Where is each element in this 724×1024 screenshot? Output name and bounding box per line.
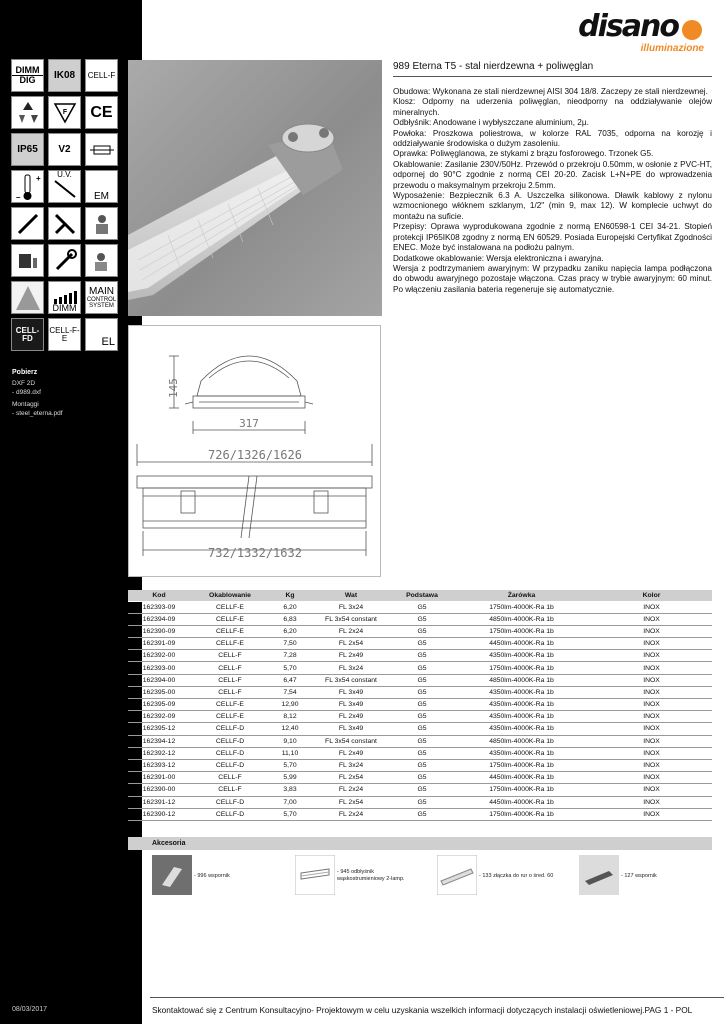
dxf-file-link[interactable]: - d989.dxf [12, 389, 41, 396]
table-cell: INOX [591, 808, 712, 820]
table-cell: G5 [392, 772, 452, 784]
tool-icon [48, 207, 81, 240]
table-cell: 5,70 [270, 759, 310, 771]
table-cell: 162395-09 [128, 699, 190, 711]
table-cell: G5 [392, 711, 452, 723]
montage-label: Montaggi [12, 401, 39, 408]
uv-resistant-icon: U.V. [48, 170, 81, 203]
dimension-width: 317 [239, 417, 259, 430]
table-cell: G5 [392, 699, 452, 711]
desc-diffuser: Klosz: Odporny na uderzenia poliwęglan, nieodporny na oddziaływanie olejów mineralnych. [393, 97, 712, 117]
accessory-945-label: - 945 odbłyśnik wąskostrumieniowy 2-lamp. [337, 869, 405, 882]
table-cell: INOX [591, 723, 712, 735]
table-row [128, 650, 712, 662]
table-cell: G5 [392, 613, 452, 625]
table-cell: FL 2x54 [310, 772, 392, 784]
column-header: Kolor [591, 590, 712, 601]
table-cell: FL 3x54 constant [310, 735, 392, 747]
footer-divider [150, 997, 724, 998]
product-description [393, 87, 712, 295]
table-cell: INOX [591, 650, 712, 662]
table-row [128, 613, 712, 625]
table-row [128, 662, 712, 674]
table-row [128, 723, 712, 735]
table-cell: 4350lm-4000K-Ra 1b [452, 723, 591, 735]
table-cell: 162393-12 [128, 759, 190, 771]
accessory-945-image [295, 855, 335, 895]
table-cell: 162394-09 [128, 613, 190, 625]
accessory-133-image [437, 855, 477, 895]
table-cell: 162395-12 [128, 723, 190, 735]
table-cell: CELLF-E [190, 613, 270, 625]
table-cell: G5 [392, 723, 452, 735]
table-cell: FL 3x24 [310, 601, 392, 613]
table-cell: G5 [392, 808, 452, 820]
table-cell: 6,20 [270, 625, 310, 637]
table-cell: CELLF-E [190, 625, 270, 637]
accessory-996-label: - 996 wspornik [194, 873, 230, 879]
table-cell: INOX [591, 711, 712, 723]
table-cell: 162392-12 [128, 747, 190, 759]
table-cell: G5 [392, 625, 452, 637]
table-row [128, 759, 712, 771]
table-cell: 9,10 [270, 735, 310, 747]
sidebar [0, 0, 142, 1024]
emergency-icon: EM [85, 170, 118, 203]
table-cell: G5 [392, 686, 452, 698]
table-cell: 162394-12 [128, 735, 190, 747]
table-cell: 162393-09 [128, 601, 190, 613]
desc-equipment: Wyposażenie: Bezpiecznik 6.3 A. Uszczelka silikonowa. Dławik kablowy z nylonu wzmocnionego włóknem szklanym, 1/2" (min 9, max 12). W komplecie uchwyt do montażu na suficie. [393, 191, 712, 221]
table-cell: CELLF-D [190, 723, 270, 735]
dimm-dig-icon: DIMM DIG [11, 59, 44, 92]
installation-icon [11, 244, 44, 277]
brand-dot [682, 20, 702, 40]
table-cell: 162390-12 [128, 808, 190, 820]
table-row [128, 674, 712, 686]
table-cell: 12,40 [270, 723, 310, 735]
desc-wiring: Okablowanie: Zasilanie 230V/50Hz. Przewód o przekroju 0.50mm, w osłonie z PVC-HT, odpornej do 90°C zgodnie z normą CEI 20-20. Zacisk L+N+PE do wprowadzenia przewodu o maksymalnym przekroju 2.5mm. [393, 159, 712, 190]
table-cell: INOX [591, 662, 712, 674]
cell-f-icon: CELL-F [85, 59, 118, 92]
table-cell: FL 2x24 [310, 625, 392, 637]
product-title: 989 Eterna T5 - stal nierdzewna + poliwęglan [393, 61, 594, 72]
column-header: Kg [270, 590, 310, 601]
desc-reflector: Odbłyśnik: Anodowane i wybłyszczane aluminium, 2µ. [393, 118, 589, 128]
table-cell: G5 [392, 784, 452, 796]
table-cell: 1750lm-4000K-Ra 1b [452, 784, 591, 796]
table-cell: INOX [591, 613, 712, 625]
flammable-surface-icon [48, 96, 81, 129]
table-cell: G5 [392, 674, 452, 686]
table-cell: FL 2x24 [310, 808, 392, 820]
table-row [128, 735, 712, 747]
table-cell: FL 3x49 [310, 723, 392, 735]
table-cell: CELL-F [190, 674, 270, 686]
installer-icon [85, 207, 118, 240]
table-cell: 6,83 [270, 613, 310, 625]
table-row [128, 711, 712, 723]
table-cell: INOX [591, 747, 712, 759]
table-row [128, 601, 712, 613]
table-cell: 162394-00 [128, 674, 190, 686]
table-row [128, 686, 712, 698]
table-cell: 7,50 [270, 638, 310, 650]
table-cell: 7,28 [270, 650, 310, 662]
table-cell: 4350lm-4000K-Ra 1b [452, 699, 591, 711]
table-cell: 4850lm-4000K-Ra 1b [452, 674, 591, 686]
svg-text:+: + [35, 173, 41, 183]
table-cell: G5 [392, 747, 452, 759]
table-cell: 7,54 [270, 686, 310, 698]
fuse-icon [85, 133, 118, 166]
table-cell: CELLF-D [190, 808, 270, 820]
table-cell: G5 [392, 796, 452, 808]
svg-text:–: – [15, 192, 20, 202]
ik08-icon: IK08 [48, 59, 81, 92]
table-cell: INOX [591, 772, 712, 784]
table-cell: 6,20 [270, 601, 310, 613]
table-cell: INOX [591, 796, 712, 808]
table-cell: CELLF-D [190, 759, 270, 771]
table-cell: G5 [392, 601, 452, 613]
desc-housing: Obudowa: Wykonana ze stali nierdzewnej AISI 304 18/8. Zaczepy ze stali nierdzewnej. [393, 87, 708, 96]
title-divider [393, 76, 712, 77]
table-cell: CELL-F [190, 662, 270, 674]
dimension-height: 145 [167, 378, 180, 398]
montage-file-link[interactable]: - steel_eterna.pdf [12, 410, 63, 417]
table-cell: 4350lm-4000K-Ra 1b [452, 711, 591, 723]
table-cell: 4350lm-4000K-Ra 1b [452, 686, 591, 698]
brand-name: disano [578, 9, 678, 44]
table-cell: INOX [591, 674, 712, 686]
table-cell: CELLF-D [190, 735, 270, 747]
dxf-label: DXF 2D [12, 380, 36, 387]
technical-drawing [128, 325, 381, 577]
table-cell: 5,70 [270, 662, 310, 674]
table-cell: G5 [392, 638, 452, 650]
table-cell: 4450lm-4000K-Ra 1b [452, 638, 591, 650]
table-body [128, 601, 712, 820]
table-row [128, 784, 712, 796]
desc-additional-wiring: Dodatkowe okablowanie: Wersja elektroniczna i awaryjna. [393, 253, 604, 263]
table-row [128, 638, 712, 650]
table-cell: FL 2x49 [310, 747, 392, 759]
light-distribution-icon [11, 281, 44, 314]
accessories-title: Akcesoria [128, 837, 712, 850]
brand-subtitle: illuminazione [640, 43, 704, 54]
table-cell: FL 3x54 constant [310, 674, 392, 686]
screwdriver-icon [11, 207, 44, 240]
table-cell: FL 3x49 [310, 686, 392, 698]
table-cell: 4450lm-4000K-Ra 1b [452, 796, 591, 808]
table-cell: 162391-09 [128, 638, 190, 650]
table-cell: 1750lm-4000K-Ra 1b [452, 662, 591, 674]
cell-fe-icon: CELL-F-E [48, 318, 81, 351]
column-header: Wat [310, 590, 392, 601]
table-cell: 8,12 [270, 711, 310, 723]
table-cell: 162392-00 [128, 650, 190, 662]
desc-standards: Przepisy: Oprawa wyprodukowana zgodnie z normą EN60598-1 CEI 34-21. Stopień protekcji IP65IK08 zgodny z normą EN 60529. Posiada Europejski Certyfikat Zgodności ENEC. Może być instalowana na podłożu palnym. [393, 222, 712, 253]
table-row [128, 625, 712, 637]
table-cell: FL 2x49 [310, 711, 392, 723]
table-cell: FL 3x24 [310, 759, 392, 771]
table-cell: INOX [591, 784, 712, 796]
table-cell: 1750lm-4000K-Ra 1b [452, 808, 591, 820]
v2-icon: V2 [48, 133, 81, 166]
table-cell: INOX [591, 699, 712, 711]
accessory-127-label: - 127 wspornik [621, 873, 657, 879]
table-cell: INOX [591, 625, 712, 637]
table-row [128, 772, 712, 784]
table-cell: CELLF-E [190, 638, 270, 650]
table-cell: G5 [392, 650, 452, 662]
table-cell: INOX [591, 686, 712, 698]
table-cell: 4850lm-4000K-Ra 1b [452, 735, 591, 747]
main-control-system-icon: MAIN CONTROL SYSTEM [85, 281, 118, 314]
svg-text:F: F [62, 108, 67, 116]
table-cell: FL 2x54 [310, 638, 392, 650]
table-cell: FL 2x24 [310, 784, 392, 796]
table-cell: 5,99 [270, 772, 310, 784]
downloads-title: Pobierz [12, 369, 38, 376]
footer-note: Skontaktować się z Centrum Konsultacyjno- Projektowym w celu uzyskania wszelkich informacji dotyczących instalacji oświetleniowej.PAG 1 - POL [152, 1005, 693, 1015]
temperature-icon [11, 170, 44, 203]
table-cell: 3,83 [270, 784, 310, 796]
table-cell: G5 [392, 735, 452, 747]
table-cell: 162395-00 [128, 686, 190, 698]
table-cell: G5 [392, 759, 452, 771]
desc-lampholder: Oprawka: Poliwęglanowa, ze stykami z brązu fosforowego. Trzonek G5. [393, 149, 654, 159]
table-cell: 1750lm-4000K-Ra 1b [452, 625, 591, 637]
table-cell: CELL-F [190, 772, 270, 784]
table-row [128, 796, 712, 808]
spec-table [128, 590, 712, 821]
table-cell: CELL-F [190, 686, 270, 698]
document-date: 08/03/2017 [12, 1006, 48, 1013]
table-cell: 4350lm-4000K-Ra 1b [452, 747, 591, 759]
wrench-icon [48, 244, 81, 277]
table-cell: 11,10 [270, 747, 310, 759]
table-cell: INOX [591, 638, 712, 650]
table-cell: FL 3x54 constant [310, 613, 392, 625]
maintenance-icon [85, 244, 118, 277]
accessory-127-image [579, 855, 619, 895]
table-cell: CELLF-D [190, 747, 270, 759]
table-row [128, 747, 712, 759]
table-cell: 12,90 [270, 699, 310, 711]
table-cell: 1750lm-4000K-Ra 1b [452, 601, 591, 613]
table-cell: 4350lm-4000K-Ra 1b [452, 650, 591, 662]
table-cell: 1750lm-4000K-Ra 1b [452, 759, 591, 771]
table-cell: CELLF-E [190, 699, 270, 711]
recycle-icon [11, 96, 44, 129]
column-header: Żarówka [452, 590, 591, 601]
table-cell: 6,47 [270, 674, 310, 686]
table-cell: FL 2x54 [310, 796, 392, 808]
brand-logo [570, 10, 704, 56]
table-cell: INOX [591, 735, 712, 747]
accessory-996-image [152, 855, 192, 895]
table-cell: 5,70 [270, 808, 310, 820]
table-cell: INOX [591, 601, 712, 613]
table-cell: 7,00 [270, 796, 310, 808]
dimension-length-bottom: 732/1332/1632 [208, 546, 302, 560]
table-header-row [128, 590, 712, 601]
table-cell: CELL-F [190, 650, 270, 662]
product-photo [128, 60, 382, 316]
table-row [128, 808, 712, 820]
table-cell: 162391-12 [128, 796, 190, 808]
table-cell: FL 2x49 [310, 650, 392, 662]
table-cell: INOX [591, 759, 712, 771]
ce-mark-icon: CE [85, 96, 118, 129]
table-cell: 162392-09 [128, 711, 190, 723]
desc-coating: Powłoka: Proszkowa poliestrowa, w kolorze RAL 7035, odporna na korozję i oddziaływanie środowiska o dużym zasoleniu. [393, 128, 712, 149]
column-header: Okablowanie [190, 590, 270, 601]
table-cell: 162390-09 [128, 625, 190, 637]
el-icon: EL [85, 318, 118, 351]
ip65-icon: IP65 [11, 133, 44, 166]
table-cell: CELL-F [190, 784, 270, 796]
table-row [128, 699, 712, 711]
accessory-133-label: - 133 złączka do rur o śred. 60 [479, 873, 554, 879]
table-cell: CELLF-E [190, 711, 270, 723]
table-cell: 162390-00 [128, 784, 190, 796]
column-header: Podstawa [392, 590, 452, 601]
table-cell: FL 3x49 [310, 699, 392, 711]
dimm-icon: DIMM [48, 281, 81, 314]
table-cell: G5 [392, 662, 452, 674]
table-cell: 162393-00 [128, 662, 190, 674]
desc-emergency: Wersja z podtrzymaniem awaryjnym: W przypadku zaniku napięcia lampa podłączona do obwodu awaryjnego pozostaje włączona. Czas pracy w trybie awaryjnym: 60 minut. Po włączeniu zasilania bateria regeneruje się automatycznie. [393, 263, 712, 294]
column-header: Kod [128, 590, 190, 601]
table-cell: 4850lm-4000K-Ra 1b [452, 613, 591, 625]
table-cell: CELLF-E [190, 601, 270, 613]
table-cell: 162391-00 [128, 772, 190, 784]
cell-fd-icon: CELL-FD [11, 318, 44, 351]
table-cell: FL 3x24 [310, 662, 392, 674]
dimension-length-top: 726/1326/1626 [208, 448, 302, 462]
table-cell: 4450lm-4000K-Ra 1b [452, 772, 591, 784]
table-cell: CELLF-D [190, 796, 270, 808]
